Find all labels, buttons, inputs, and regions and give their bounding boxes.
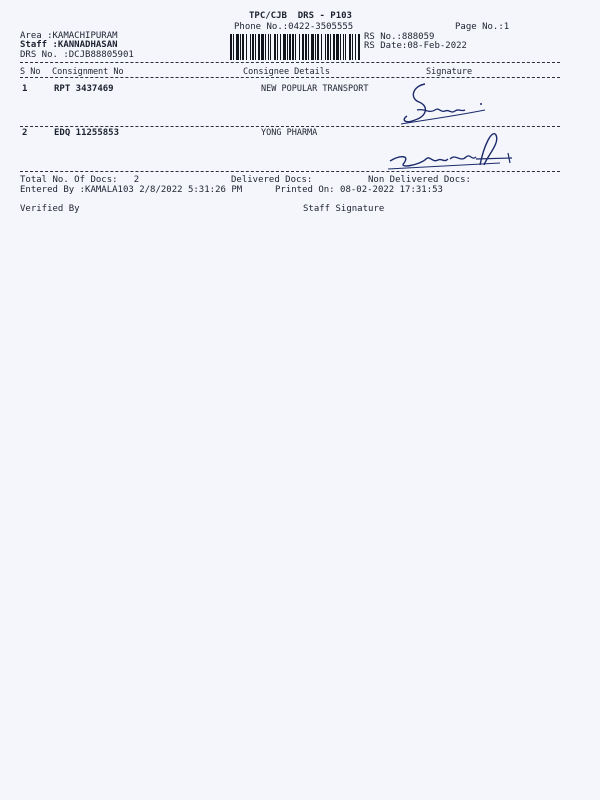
row-1-consignment: RPT 3437469: [54, 84, 114, 94]
row-1-signature: [395, 80, 495, 130]
column-header-sno: S No: [20, 67, 41, 77]
document-title: TPC/CJB DRS - P103: [249, 11, 352, 21]
printed-on: Printed On: 08-02-2022 17:31:53: [275, 185, 443, 195]
rs-number: RS No.:888059: [364, 32, 435, 42]
area-field: Area :KAMACHIPURAM: [20, 31, 118, 41]
total-docs: Total No. Of Docs: 2: [20, 175, 140, 185]
row-2-sno: 2: [22, 128, 28, 138]
staff-signature-label: Staff Signature: [303, 204, 385, 214]
row-2-consignment: EDQ 11255853: [54, 128, 120, 138]
column-header-signature: Signature: [426, 67, 473, 77]
row-2-signature: [380, 125, 520, 175]
entered-by: Entered By :KAMALA103 2/8/2022 5:31:26 PM: [20, 185, 243, 195]
staff-field: Staff :KANNADHASAN: [20, 40, 118, 50]
row-1-sno: 1: [22, 84, 28, 94]
column-header-consignee: Consignee Details: [243, 67, 330, 77]
column-header-consignment: Consignment No: [52, 67, 124, 77]
non-delivered-docs: Non Delivered Docs:: [368, 175, 471, 185]
verified-by: Verified By: [20, 204, 80, 214]
rs-date: RS Date:08-Feb-2022: [364, 41, 467, 51]
row-2-consignee: YONG PHARMA: [261, 128, 318, 138]
divider: [20, 171, 560, 172]
barcode: [230, 34, 360, 60]
row-1-consignee: NEW POPULAR TRANSPORT: [261, 84, 369, 94]
drs-number: DRS No. :DCJB88805901: [20, 50, 134, 60]
delivered-docs: Delivered Docs:: [231, 175, 313, 185]
divider: [20, 62, 560, 63]
phone-number: Phone No.:0422-3505555: [234, 22, 354, 32]
page-number: Page No.:1: [455, 22, 510, 32]
divider: [20, 77, 560, 78]
